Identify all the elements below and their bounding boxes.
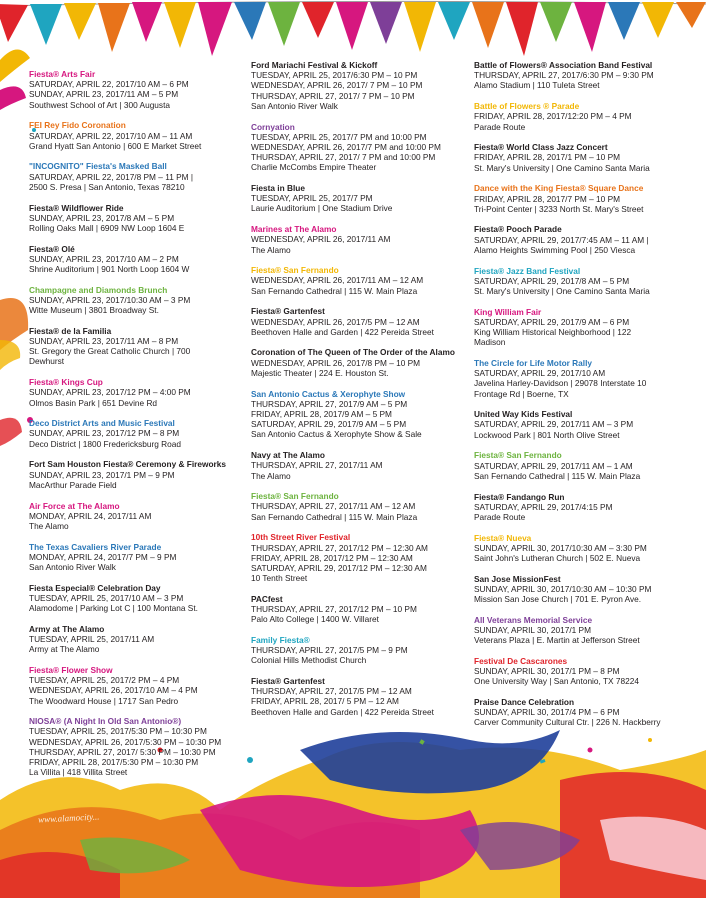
- event-location: Army at The Alamo: [29, 644, 100, 655]
- event-datetime: FRIDAY, APRIL 28, 2017/12:20 PM – 4 PM: [474, 111, 632, 122]
- event-entry: [251, 265, 469, 296]
- event-location: San Antonio River Walk: [29, 562, 116, 573]
- event-location: Palo Alto College | 1400 W. Villaret: [251, 614, 379, 625]
- event-datetime: SUNDAY, APRIL 23, 2017/10 AM – 2 PM: [29, 253, 179, 264]
- event-datetime: SUNDAY, APRIL 30, 2017/1 PM – 8 PM: [474, 666, 620, 677]
- event-datetime: SUNDAY, APRIL 23, 2017/8 AM – 5 PM: [29, 212, 175, 223]
- event-datetime: THURSDAY, APRIL 27, 2017/9 AM – 5 PM: [251, 398, 408, 409]
- event-datetime: WEDNESDAY, APRIL 26, 2017/ 7 PM – 10 PM: [251, 80, 423, 91]
- event-location: Parade Route: [474, 511, 526, 522]
- event-title: Fiesta® Gartenfest: [251, 306, 325, 317]
- event-datetime: WEDNESDAY, APRIL 26, 2017/10 AM – 4 PM: [29, 685, 198, 696]
- event-datetime: WEDNESDAY, APRIL 26, 2017/5 PM – 12 AM: [251, 316, 420, 327]
- event-title: United Way Kids Festival: [474, 409, 573, 420]
- event-datetime: SATURDAY, APRIL 22, 2017/10 AM – 6 PM: [29, 79, 189, 90]
- event-title: San Jose MissionFest: [474, 573, 561, 584]
- event-datetime: TUESDAY, APRIL 25, 2017/5:30 PM – 10:30 PM: [29, 726, 207, 737]
- event-title: Navy at The Alamo: [251, 450, 325, 461]
- event-entry: [251, 450, 469, 481]
- event-title: NIOSA® (A Night In Old San Antonio®): [29, 716, 182, 727]
- event-entry: [251, 491, 469, 522]
- event-datetime: Javelina Harley-Davidson | 29078 Interstate 10: [474, 378, 647, 389]
- event-location: Alamodome | Parking Lot C | 100 Montana St.: [29, 603, 198, 614]
- event-entry: [29, 120, 247, 151]
- event-datetime: SATURDAY, APRIL 29, 2017/4:15 PM: [474, 501, 613, 512]
- event-datetime: SUNDAY, APRIL 23, 2017/11 AM – 5 PM: [29, 89, 179, 100]
- event-title: Family Fiesta®: [251, 634, 310, 645]
- event-title: Champagne and Diamonds Brunch: [29, 284, 168, 295]
- event-entry: [251, 594, 469, 625]
- event-entry: [251, 122, 469, 173]
- event-location: San Antonio River Walk: [251, 100, 338, 111]
- event-location: Lockwood Park | 801 North Olive Street: [474, 429, 620, 440]
- event-entry: [474, 266, 692, 297]
- event-datetime: TUESDAY, APRIL 25, 2017/7 PM and 10:00 PM: [251, 131, 427, 142]
- event-column-1: [29, 69, 247, 788]
- event-datetime: THURSDAY, APRIL 27, 2017/5 PM – 12 AM: [251, 686, 412, 697]
- event-datetime: TUESDAY, APRIL 25, 2017/11 AM: [29, 634, 155, 645]
- event-entry: [474, 697, 692, 728]
- event-location: Shrine Auditorium | 901 North Loop 1604 W: [29, 264, 190, 275]
- event-location: Grand Hyatt San Antonio | 600 E Market Street: [29, 140, 202, 151]
- event-datetime: FRIDAY, APRIL 28, 2017/12 PM – 12:30 AM: [251, 552, 413, 563]
- event-datetime: TUESDAY, APRIL 25, 2017/7 PM: [251, 193, 373, 204]
- event-datetime: SUNDAY, APRIL 23, 2017/12 PM – 8 PM: [29, 428, 180, 439]
- event-location: San Fernando Cathedral | 115 W. Main Plaza: [251, 511, 418, 522]
- event-entry: [251, 532, 469, 583]
- event-location: Rolling Oaks Mall | 6909 NW Loop 1604 E: [29, 222, 185, 233]
- event-title: Coronation of The Queen of The Order of the Alamo: [251, 347, 455, 358]
- event-entry: [29, 716, 247, 777]
- event-location: 2500 S. Presa | San Antonio, Texas 78210: [29, 181, 185, 192]
- event-datetime: SATURDAY, APRIL 29, 2017/11 AM – 1 AM: [474, 460, 633, 471]
- event-title: Fiesta® Gartenfest: [251, 676, 325, 687]
- event-location: Carver Community Cultural Ctr. | 226 N. Hackberry: [474, 717, 661, 728]
- event-datetime: St. Gregory the Great Catholic Church | 700: [29, 346, 191, 357]
- event-entry: [29, 665, 247, 706]
- event-location: Mission San Jose Church | 701 E. Pyron Ave.: [474, 594, 642, 605]
- event-location: Tri-Point Center | 3233 North St. Mary's Street: [474, 203, 644, 214]
- event-entry: [251, 676, 469, 717]
- event-location: One University Way | San Antonio, TX 78224: [474, 676, 639, 687]
- event-datetime: THURSDAY, APRIL 27, 2017/ 7 PM – 10 PM: [251, 90, 415, 101]
- event-location: Madison: [474, 337, 506, 348]
- event-entry: [251, 306, 469, 337]
- event-datetime: WEDNESDAY, APRIL 26, 2017/11 AM – 12 AM: [251, 275, 424, 286]
- event-title: Fiesta® de la Familia: [29, 325, 112, 336]
- event-datetime: SATURDAY, APRIL 29, 2017/10 AM: [474, 368, 606, 379]
- event-location: San Antonio Cactus & Xerophyte Show & Sale: [251, 429, 422, 440]
- event-entry: [474, 358, 692, 399]
- event-datetime: THURSDAY, APRIL 27, 2017/12 PM – 12:30 AM: [251, 542, 428, 553]
- event-entry: [29, 326, 247, 367]
- event-entry: [251, 635, 469, 666]
- event-entry: [251, 389, 469, 440]
- event-datetime: SUNDAY, APRIL 30, 2017/10:30 AM – 10:30 PM: [474, 583, 652, 594]
- event-title: The Texas Cavaliers River Parade: [29, 541, 162, 552]
- event-entry: [29, 418, 247, 449]
- event-datetime: THURSDAY, APRIL 27, 2017/ 5:30 PM – 10:30 PM: [29, 746, 216, 757]
- event-entry: [29, 285, 247, 316]
- event-title: Fiesta® Wildflower Ride: [29, 202, 124, 213]
- event-entry: [29, 459, 247, 490]
- event-entry: [251, 183, 469, 214]
- event-title: San Antonio Cactus & Xerophyte Show: [251, 388, 406, 399]
- event-title: Air Force at The Alamo: [29, 500, 120, 511]
- event-datetime: WEDNESDAY, APRIL 26, 2017/8 PM – 10 PM: [251, 357, 421, 368]
- event-title: Battle of Flowers ® Parade: [474, 101, 580, 112]
- event-title: Battle of Flowers® Association Band Festival: [474, 60, 653, 70]
- event-datetime: SATURDAY, APRIL 29, 2017/11 AM – 3 PM: [474, 419, 634, 430]
- event-location: The Woodward House | 1717 San Pedro: [29, 695, 179, 706]
- event-title: Festival De Cascarones: [474, 655, 568, 666]
- event-title: Fiesta® Flower Show: [29, 664, 113, 675]
- event-entry: [474, 615, 692, 646]
- event-title: Cornyation: [251, 121, 295, 132]
- event-entry: [29, 501, 247, 532]
- event-title: Fiesta® Arts Fair: [29, 69, 96, 79]
- event-entry: [251, 224, 469, 255]
- event-location: Majestic Theater | 224 E. Houston St.: [251, 367, 389, 378]
- event-title: Deco District Arts and Music Festival: [29, 418, 175, 429]
- event-entry: [29, 203, 247, 234]
- event-location: Beethoven Halle and Garden | 422 Pereida Street: [251, 326, 434, 337]
- event-datetime: WEDNESDAY, APRIL 26, 2017/7 PM and 10:00 PM: [251, 141, 441, 152]
- event-title: 10th Street River Festival: [251, 532, 351, 543]
- event-entry: [474, 307, 692, 348]
- event-datetime: SUNDAY, APRIL 30, 2017/1 PM: [474, 625, 591, 636]
- event-title: King William Fair: [474, 306, 542, 317]
- event-datetime: King William Historical Neighborhood | 122: [474, 327, 632, 338]
- event-title: Fiesta® Nueva: [474, 532, 532, 543]
- event-datetime: THURSDAY, APRIL 27, 2017/11 AM: [251, 460, 383, 471]
- event-location: 10 Tenth Street: [251, 573, 308, 584]
- event-entry: [474, 492, 692, 523]
- event-datetime: SUNDAY, APRIL 30, 2017/4 PM – 6 PM: [474, 707, 620, 718]
- event-title: Dance with the King Fiesta® Square Dance: [474, 183, 644, 194]
- event-datetime: TUESDAY, APRIL 25, 2017/2 PM – 4 PM: [29, 675, 180, 686]
- event-location: San Fernando Cathedral | 115 W. Main Plaza: [251, 285, 418, 296]
- event-location: Charlie McCombs Empire Theater: [251, 162, 377, 173]
- event-location: Olmos Basin Park | 651 Devine Rd: [29, 397, 158, 408]
- event-title: Fiesta® San Fernando: [474, 450, 562, 461]
- event-datetime: SATURDAY, APRIL 29, 2017/9 AM – 6 PM: [474, 316, 630, 327]
- event-datetime: MONDAY, APRIL 24, 2017/11 AM: [29, 510, 152, 521]
- event-location: Deco District | 1800 Fredericksburg Road: [29, 438, 182, 449]
- event-datetime: FRIDAY, APRIL 28, 2017/1 PM – 10 PM: [474, 152, 621, 163]
- event-entry: [474, 574, 692, 605]
- event-title: Fiesta® Olé: [29, 243, 75, 254]
- event-entry: [29, 377, 247, 408]
- event-title: All Veterans Memorial Service: [474, 614, 593, 625]
- event-column-2: [251, 60, 469, 727]
- event-location: St. Mary's University | One Camino Santa Maria: [474, 162, 650, 173]
- event-entry: [29, 624, 247, 655]
- event-title: The Circle for Life Motor Rally: [474, 357, 593, 368]
- event-entry: [29, 583, 247, 614]
- event-entry: [29, 542, 247, 573]
- event-datetime: WEDNESDAY, APRIL 26, 2017/11 AM: [251, 234, 391, 245]
- event-title: Fort Sam Houston Fiesta® Ceremony & Fireworks: [29, 459, 226, 470]
- event-datetime: FRIDAY, APRIL 28, 2017/9 AM – 5 PM: [251, 408, 392, 419]
- event-location: Veterans Plaza | E. Martin at Jefferson Street: [474, 635, 640, 646]
- event-datetime: FRIDAY, APRIL 28, 2017/5:30 PM – 10:30 PM: [29, 757, 199, 768]
- event-datetime: THURSDAY, APRIL 27, 2017/6:30 PM – 9:30 PM: [474, 70, 654, 81]
- event-title: Fiesta® San Fernando: [251, 265, 339, 276]
- event-title: Fiesta® World Class Jazz Concert: [474, 142, 608, 153]
- event-datetime: SUNDAY, APRIL 23, 2017/11 AM – 8 PM: [29, 336, 179, 347]
- event-datetime: SUNDAY, APRIL 23, 2017/10:30 AM – 3 PM: [29, 294, 191, 305]
- event-title: Marines at The Alamo: [251, 224, 337, 235]
- event-datetime: FRIDAY, APRIL 28, 2017/ 5 PM – 12 AM: [251, 696, 399, 707]
- event-title: Fiesta Especial® Celebration Day: [29, 582, 161, 593]
- event-entry: [29, 69, 247, 110]
- event-location: Witte Museum | 3801 Broadway St.: [29, 305, 159, 316]
- event-location: San Fernando Cathedral | 115 W. Main Plaza: [474, 470, 641, 481]
- event-entry: [474, 60, 692, 91]
- event-title: "INCOGNITO" Fiesta's Masked Ball: [29, 161, 167, 172]
- event-entry: [474, 101, 692, 132]
- event-datetime: TUESDAY, APRIL 25, 2017/10 AM – 3 PM: [29, 592, 184, 603]
- event-location: Beethoven Halle and Garden | 422 Pereida Street: [251, 706, 434, 717]
- event-entry: [474, 409, 692, 440]
- event-title: Fiesta® Fandango Run: [474, 491, 565, 502]
- event-title: Ford Mariachi Festival & Kickoff: [251, 60, 378, 70]
- event-location: Laurie Auditorium | One Stadium Drive: [251, 203, 393, 214]
- event-title: Praise Dance Celebration: [474, 697, 575, 708]
- event-datetime: SATURDAY, APRIL 22, 2017/10 AM – 11 AM: [29, 130, 193, 141]
- event-datetime: SATURDAY, APRIL 29, 2017/8 AM – 5 PM: [474, 275, 630, 286]
- event-location: Alamo Heights Swimming Pool | 250 Viesca: [474, 244, 636, 255]
- event-entry: [474, 183, 692, 214]
- event-location: MacArthur Parade Field: [29, 479, 117, 490]
- website-watermark: www.alamocity...: [37, 811, 100, 825]
- event-datetime: SUNDAY, APRIL 23, 2017/1 PM – 9 PM: [29, 469, 175, 480]
- event-location: Saint John's Lutheran Church | 502 E. Nueva: [474, 553, 641, 564]
- event-location: The Alamo: [251, 470, 291, 481]
- event-datetime: SATURDAY, APRIL 22, 2017/8 PM – 11 PM |: [29, 171, 194, 182]
- event-location: Dewhurst: [29, 356, 65, 367]
- event-datetime: FRIDAY, APRIL 28, 2017/7 PM – 10 PM: [474, 193, 621, 204]
- event-column-3: [474, 60, 692, 738]
- event-title: Fiesta® San Fernando: [251, 491, 339, 502]
- event-datetime: THURSDAY, APRIL 27, 2017/12 PM – 10 PM: [251, 604, 417, 615]
- event-entry: [474, 533, 692, 564]
- event-title: PACfest: [251, 593, 283, 604]
- event-entry: [29, 161, 247, 192]
- event-entry: [29, 244, 247, 275]
- event-title: Army at The Alamo: [29, 623, 105, 634]
- event-datetime: MONDAY, APRIL 24, 2017/7 PM – 9 PM: [29, 551, 177, 562]
- event-entry: [474, 142, 692, 173]
- event-title: Fiesta® Kings Cup: [29, 377, 103, 388]
- event-location: Frontage Rd | Boerne, TX: [474, 388, 569, 399]
- event-datetime: THURSDAY, APRIL 27, 2017/5 PM – 9 PM: [251, 645, 408, 656]
- event-datetime: SATURDAY, APRIL 29, 2017/9 AM – 5 PM: [251, 419, 407, 430]
- event-datetime: SATURDAY, APRIL 29, 2017/12 PM – 12:30 AM: [251, 562, 427, 573]
- event-title: Fiesta® Pooch Parade: [474, 224, 562, 235]
- event-datetime: THURSDAY, APRIL 27, 2017/ 7 PM and 10:00 PM: [251, 152, 436, 163]
- event-location: St. Mary's University | One Camino Santa Maria: [474, 285, 650, 296]
- event-entry: [474, 656, 692, 687]
- event-title: Fiesta® Jazz Band Festival: [474, 265, 581, 276]
- event-location: The Alamo: [251, 244, 291, 255]
- event-datetime: SUNDAY, APRIL 30, 2017/10:30 AM – 3:30 PM: [474, 542, 647, 553]
- event-location: Colonial Hills Methodist Church: [251, 655, 367, 666]
- event-datetime: WEDNESDAY, APRIL 26, 2017/5:30 PM – 10:30 PM: [29, 736, 222, 747]
- event-entry: [474, 224, 692, 255]
- event-location: Southwest School of Art | 300 Augusta: [29, 99, 170, 110]
- event-datetime: TUESDAY, APRIL 25, 2017/6:30 PM – 10 PM: [251, 70, 418, 81]
- event-title: Fiesta in Blue: [251, 183, 305, 194]
- event-entry: [251, 347, 469, 378]
- event-entry: [251, 60, 469, 111]
- event-location: La Villita | 418 Villita Street: [29, 767, 128, 778]
- event-datetime: SUNDAY, APRIL 23, 2017/12 PM – 4:00 PM: [29, 387, 191, 398]
- event-title: FEI Rey Fido Coronation: [29, 120, 126, 131]
- event-datetime: SATURDAY, APRIL 29, 2017/7:45 AM – 11 AM |: [474, 234, 649, 245]
- event-location: Alamo Stadium | 110 Tuleta Street: [474, 80, 600, 91]
- event-datetime: THURSDAY, APRIL 27, 2017/11 AM – 12 AM: [251, 501, 416, 512]
- event-location: The Alamo: [29, 520, 69, 531]
- event-entry: [474, 450, 692, 481]
- event-location: Parade Route: [474, 121, 526, 132]
